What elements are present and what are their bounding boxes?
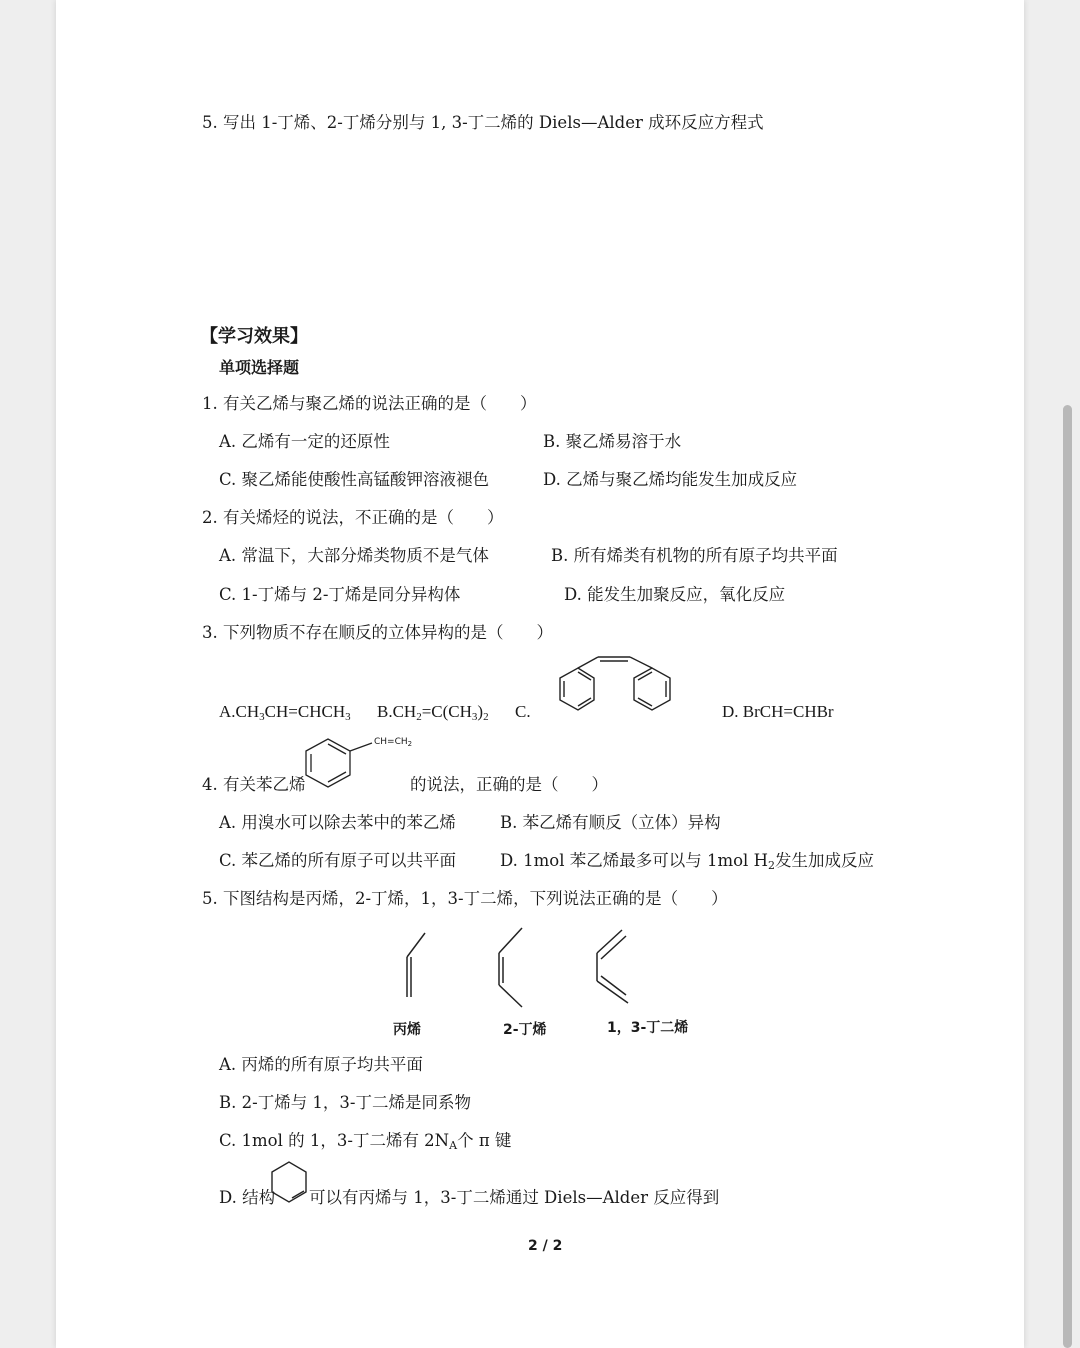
q4-stem-suffix: 的说法，正确的是（ ） <box>410 775 608 794</box>
q2-option-a: A. 常温下，大部分烯类物质不是气体 <box>219 546 489 565</box>
q2-option-d: D. 能发生加聚反应，氧化反应 <box>564 585 786 604</box>
scrollbar-thumb[interactable] <box>1063 405 1072 1348</box>
q5-option-a: A. 丙烯的所有原子均共平面 <box>219 1055 423 1074</box>
q1-stem: 1. 有关乙烯与聚乙烯的说法正确的是（ ） <box>202 394 537 413</box>
q4-option-b: B. 苯乙烯有顺反（立体）异构 <box>500 813 721 832</box>
label-propene: 丙烯 <box>393 1022 421 1038</box>
q1-option-b: B. 聚乙烯易溶于水 <box>543 432 682 451</box>
q5-option-d-prefix: D. 结构 <box>219 1188 276 1207</box>
previous-question-5: 5. 写出 1-丁烯、2-丁烯分别与 1, 3-丁二烯的 Diels—Alder 成环反应方程式 <box>202 113 764 132</box>
cyclohexene-structure <box>268 1160 312 1206</box>
q3-option-a: $A.CH_3CH=CHCH_3$ <box>219 702 351 723</box>
cis-stilbene-structure <box>536 652 686 724</box>
q1-option-d: D. 乙烯与聚乙烯均能发生加成反应 <box>543 470 798 489</box>
q2-option-c: C. 1-丁烯与 2-丁烯是同分异构体 <box>219 585 461 604</box>
q4-option-c: C. 苯乙烯的所有原子可以共平面 <box>219 851 457 870</box>
q4-option-a: A. 用溴水可以除去苯中的苯乙烯 <box>219 813 456 832</box>
q1-option-c: C. 聚乙烯能使酸性高锰酸钾溶液褪色 <box>219 470 490 489</box>
q3-option-b: $B.CH_2=C(CH_3)_2$ <box>377 702 489 723</box>
q5-option-b: B. 2-丁烯与 1，3-丁二烯是同系物 <box>219 1093 472 1112</box>
q4-stem-prefix: 4. 有关苯乙烯 <box>202 775 306 794</box>
q2-option-b: B. 所有烯类有机物的所有原子均共平面 <box>551 546 838 565</box>
q5-stem: 5. 下图结构是丙烯，2-丁烯，1，3-丁二烯，下列说法正确的是（ ） <box>202 889 728 908</box>
q3-option-c-label: C. <box>515 702 531 721</box>
label-2-butene: 2-丁烯 <box>503 1022 547 1038</box>
section-title: 【学习效果】 <box>200 326 308 347</box>
page-number: 2 / 2 <box>528 1238 563 1254</box>
q1-option-a: A. 乙烯有一定的还原性 <box>219 432 390 451</box>
alkene-structures <box>395 925 640 1010</box>
q3-stem: 3. 下列物质不存在顺反的立体异构的是（ ） <box>202 623 553 642</box>
q3-option-d: D. BrCH=CHBr <box>722 702 834 721</box>
q5-option-c: C. 1mol 的 1，3-丁二烯有 $2N_A$个 π 键 <box>219 1131 512 1152</box>
q5-option-d-suffix: 可以有丙烯与 1，3-丁二烯通过 Diels—Alder 反应得到 <box>309 1188 720 1207</box>
label-13-butadiene: 1，3-丁二烯 <box>607 1020 689 1036</box>
section-subtitle: 单项选择题 <box>219 358 300 377</box>
q2-stem: 2. 有关烯烃的说法，不正确的是（ ） <box>202 508 504 527</box>
styrene-label: $CH=CH_2$ <box>374 737 413 748</box>
q4-option-d: D. 1mol 苯乙烯最多可以与 1mol $H_2$发生加成反应 <box>500 851 874 872</box>
